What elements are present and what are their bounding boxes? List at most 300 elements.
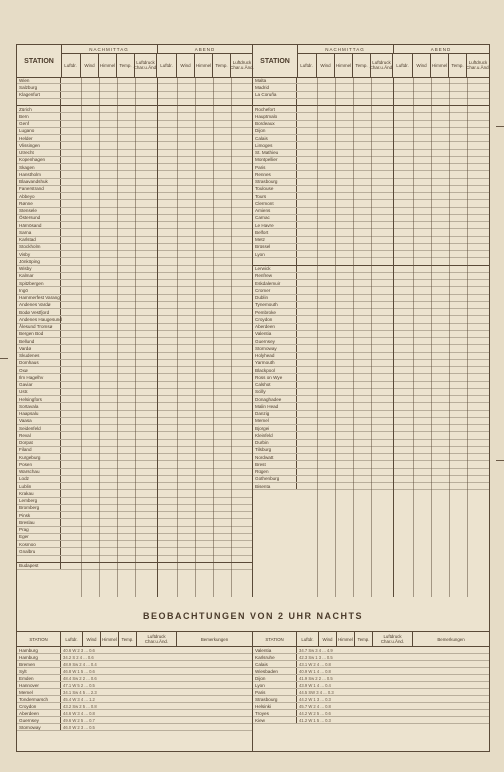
observation-values: 46.8 W 1 5 ... 0.6 xyxy=(63,668,95,674)
row-values xyxy=(297,237,489,243)
table-row xyxy=(253,447,489,454)
observation-grid xyxy=(17,45,489,597)
row-values xyxy=(297,704,331,709)
observation-values: 45.4 W 3 4 ... 1.2 xyxy=(63,696,95,702)
station-name: Malin Head xyxy=(253,403,297,409)
row-values xyxy=(297,251,489,257)
table-row xyxy=(17,273,252,280)
table-row xyxy=(253,469,489,476)
station-name: Nordwatt xyxy=(253,454,297,460)
col-luftdr: Luftdr. xyxy=(61,632,83,646)
observation-values: 47.1 W 5 2 ... 0.5 xyxy=(63,682,95,688)
row-values xyxy=(297,121,489,127)
station-name: Calais xyxy=(253,661,297,667)
punch-mark xyxy=(0,358,8,359)
col-temp-abend: Temp. xyxy=(213,53,231,77)
station-name: Bodø Vestfjord xyxy=(17,309,61,315)
col-temp: Temp. xyxy=(355,632,373,646)
station-name: Renfrew xyxy=(253,273,297,279)
row-values xyxy=(61,534,252,540)
row-values xyxy=(61,512,252,518)
row-values xyxy=(61,411,252,417)
table-row xyxy=(17,316,252,323)
night-left-header xyxy=(17,632,252,647)
row-values xyxy=(61,331,252,337)
station-name: Tondermarsch xyxy=(17,696,61,702)
station-name: Sarna xyxy=(17,229,61,235)
table-row xyxy=(17,135,252,142)
col-wind: Wind xyxy=(83,632,101,646)
table-row xyxy=(17,411,252,418)
left-table-header xyxy=(17,45,252,78)
row-values xyxy=(297,353,489,359)
row-values xyxy=(297,382,489,388)
punch-mark xyxy=(496,126,504,127)
night-table-row xyxy=(17,717,252,724)
night-table-row xyxy=(253,717,489,724)
observation-values: 34.2 S 2 4 ... 0.6 xyxy=(63,654,94,660)
row-values xyxy=(61,683,95,688)
row-values xyxy=(61,718,95,723)
station-name: Utrecht xyxy=(17,150,61,156)
night-table-row xyxy=(253,661,489,668)
observation-values: 43.1 W 2 4 ... 0.8 xyxy=(299,661,331,667)
station-name: Vardø xyxy=(17,345,61,351)
row-values xyxy=(297,92,489,98)
row-values xyxy=(61,563,252,569)
station-header: STATION xyxy=(253,45,298,77)
row-values xyxy=(61,309,252,315)
table-row xyxy=(17,476,252,483)
table-row xyxy=(253,396,489,403)
station-name: Eger xyxy=(17,534,61,540)
table-row xyxy=(253,92,489,99)
row-values xyxy=(297,295,489,301)
station-name: Helsingfors xyxy=(17,396,61,402)
row-values xyxy=(297,150,489,156)
station-name: Lyon xyxy=(253,682,297,688)
station-name: Skudenes xyxy=(17,353,61,359)
row-values xyxy=(61,157,252,163)
table-row xyxy=(253,331,489,338)
row-values xyxy=(297,179,489,185)
table-row xyxy=(17,222,252,229)
col-wind: Wind xyxy=(319,632,337,646)
station-name: Emden xyxy=(17,675,61,681)
night-left-table xyxy=(17,632,253,752)
station-name: Blackpool xyxy=(253,367,297,373)
row-values xyxy=(297,396,489,402)
row-values xyxy=(61,164,252,170)
night-right-rows xyxy=(253,647,489,724)
row-values xyxy=(61,447,252,453)
station-name: Kleinfeld xyxy=(253,432,297,438)
row-values xyxy=(61,266,252,272)
table-row xyxy=(253,121,489,128)
row-values xyxy=(61,128,252,134)
station-name: Calshot xyxy=(253,382,297,388)
table-row xyxy=(17,534,252,541)
row-values xyxy=(61,676,97,681)
row-values xyxy=(297,447,489,453)
col-wind: Wind xyxy=(81,53,99,77)
row-values xyxy=(61,461,252,467)
row-values xyxy=(297,99,489,105)
table-row xyxy=(253,229,489,236)
station-name: Limoges xyxy=(253,142,297,148)
station-name: Hannover xyxy=(17,682,61,688)
station-name: Rochefort xyxy=(253,106,297,112)
station-name: Bellund xyxy=(17,338,61,344)
night-table-row xyxy=(253,689,489,696)
weather-report-sheet xyxy=(16,44,490,752)
station-name: Tynemouth xyxy=(253,302,297,308)
table-row xyxy=(253,237,489,244)
table-row xyxy=(17,389,252,396)
row-values xyxy=(297,106,489,112)
row-values xyxy=(61,418,252,424)
row-values xyxy=(297,669,331,674)
table-row xyxy=(17,498,252,505)
row-values xyxy=(61,287,252,293)
table-row xyxy=(253,280,489,287)
station-name: Sortavala xyxy=(17,403,61,409)
night-table-row xyxy=(17,668,252,675)
table-row xyxy=(17,229,252,236)
table-row xyxy=(17,527,252,534)
station-name: Holyhead xyxy=(253,353,297,359)
table-row xyxy=(253,302,489,309)
night-table-row xyxy=(253,647,489,654)
station-name: Andenes Haugesund xyxy=(19,316,62,322)
station-name xyxy=(253,99,297,105)
table-row xyxy=(253,360,489,367)
night-left-rows xyxy=(17,647,252,731)
station-name: Lublin xyxy=(17,483,61,489)
row-values xyxy=(297,193,489,199)
station-name: Dijon xyxy=(253,675,297,681)
night-table-row xyxy=(253,654,489,661)
table-row xyxy=(253,411,489,418)
row-values xyxy=(297,711,331,716)
row-values xyxy=(61,200,252,206)
table-row xyxy=(17,469,252,476)
station-name: Vaasa xyxy=(17,418,61,424)
left-rows xyxy=(17,77,252,597)
col-himmel: Himmel xyxy=(101,632,119,646)
table-row xyxy=(17,302,252,309)
table-row xyxy=(17,84,252,91)
station-name: Clermont xyxy=(253,200,297,206)
row-values xyxy=(297,483,489,489)
station-name: Guernsey xyxy=(17,717,61,723)
observation-values: 48.4 Sw 2 2 ... 0.6 xyxy=(63,675,97,681)
row-values xyxy=(61,208,252,214)
table-row xyxy=(253,193,489,200)
station-name: Eskdalemuir xyxy=(253,280,297,286)
station-name: Fanerstrand xyxy=(17,186,61,192)
table-row xyxy=(253,324,489,331)
row-values xyxy=(297,157,489,163)
table-row xyxy=(17,237,252,244)
station-name: Ilm Hagelhv xyxy=(17,374,61,380)
row-values xyxy=(61,106,252,112)
table-row xyxy=(253,171,489,178)
row-values xyxy=(61,541,252,547)
station-name: Rennes xyxy=(253,171,297,177)
row-values xyxy=(61,215,252,221)
row-values xyxy=(61,316,252,322)
station-name: Kosmoo xyxy=(17,541,61,547)
row-values xyxy=(297,244,489,250)
station-name: Ustr. xyxy=(17,389,61,395)
table-row xyxy=(253,106,489,113)
row-values xyxy=(61,382,252,388)
station-name: Härnösand xyxy=(17,222,61,228)
table-row xyxy=(17,541,252,548)
col-luftdruck: Luftdruck Char.u.Änd. xyxy=(371,53,393,77)
night-table-row xyxy=(17,703,252,710)
table-row xyxy=(17,171,252,178)
table-row xyxy=(17,121,252,128)
station-name: Le Havre xyxy=(253,222,297,228)
table-row xyxy=(17,208,252,215)
row-values xyxy=(61,258,252,264)
station-name: Visby xyxy=(17,251,61,257)
station-name: Aberdeen xyxy=(253,324,297,330)
col-luftdr-abend: Luftdr. xyxy=(157,53,177,77)
row-values xyxy=(297,258,489,264)
night-table-row xyxy=(17,689,252,696)
row-values xyxy=(61,222,252,228)
station-name: Seidenfeld xyxy=(17,425,61,431)
right-rows xyxy=(253,77,489,597)
table-row xyxy=(253,295,489,302)
table-row xyxy=(17,266,252,273)
col-temp-abend: Temp. xyxy=(449,53,467,77)
night-right-table xyxy=(253,632,489,752)
station-name: Paris xyxy=(253,164,297,170)
row-values xyxy=(61,121,252,127)
station-name: Guernsey xyxy=(253,338,297,344)
observation-values: 41.2 W 1 5 ... 0.3 xyxy=(299,717,331,723)
station-name: Lugano xyxy=(17,128,61,134)
row-values xyxy=(297,186,489,192)
row-values xyxy=(297,266,489,272)
row-values xyxy=(61,704,97,709)
table-row xyxy=(17,374,252,381)
table-row xyxy=(253,157,489,164)
col-luftdruck: Luftdruck Char.u.Änd. xyxy=(137,632,177,646)
row-values xyxy=(61,324,252,330)
table-row xyxy=(253,186,489,193)
station-name: Tours xyxy=(253,193,297,199)
station-name: Östersund xyxy=(17,215,61,221)
night-table-row xyxy=(253,710,489,717)
punch-mark xyxy=(496,460,504,461)
table-row xyxy=(17,548,252,555)
row-values xyxy=(297,403,489,409)
col-bemerkungen: Bemerkungen xyxy=(437,636,465,642)
station-name: Blaavandshuk xyxy=(17,179,61,185)
station-name: Wiesbaden xyxy=(253,668,297,674)
row-values xyxy=(61,186,252,192)
table-row xyxy=(17,440,252,447)
table-row xyxy=(253,77,489,84)
table-row xyxy=(253,483,489,490)
table-row xyxy=(253,338,489,345)
row-values xyxy=(297,164,489,170)
table-row xyxy=(17,92,252,99)
table-row xyxy=(17,396,252,403)
row-values xyxy=(297,280,489,286)
station-name xyxy=(253,258,297,264)
night-table-row xyxy=(17,682,252,689)
station-name: Bjorgei xyxy=(253,425,297,431)
table-row xyxy=(253,418,489,425)
row-values xyxy=(61,142,252,148)
station-name: Pinsk xyxy=(17,512,61,518)
station-name: Carnac xyxy=(253,215,297,221)
table-row xyxy=(253,142,489,149)
station-name: Ross on Wye xyxy=(253,374,297,380)
table-row xyxy=(17,179,252,186)
col-station: STATION xyxy=(253,632,297,646)
observation-values: 44.5 SW 3 4 ... 0.3 xyxy=(299,689,334,695)
row-values xyxy=(61,367,252,373)
station-name: Reval xyxy=(17,432,61,438)
station-name: St. Mathieu xyxy=(253,150,297,156)
table-row xyxy=(17,331,252,338)
table-row xyxy=(253,461,489,468)
table-row xyxy=(253,84,489,91)
col-himmel-abend: Himmel xyxy=(431,53,449,77)
row-values xyxy=(297,655,333,660)
row-values xyxy=(297,273,489,279)
row-values xyxy=(61,92,252,98)
row-values xyxy=(61,338,252,344)
station-name: Pembroke xyxy=(253,309,297,315)
row-values xyxy=(61,77,252,83)
row-values xyxy=(297,171,489,177)
col-wind-abend: Wind xyxy=(177,53,195,77)
row-values xyxy=(61,432,252,438)
night-right-header xyxy=(253,632,489,647)
table-row xyxy=(17,215,252,222)
table-row xyxy=(253,389,489,396)
row-values xyxy=(297,229,489,235)
table-row xyxy=(17,403,252,410)
row-values xyxy=(297,338,489,344)
table-row xyxy=(17,512,252,519)
row-values xyxy=(297,135,489,141)
observation-values: 43.9 W 1 4 ... 0.4 xyxy=(299,682,331,688)
row-values xyxy=(61,648,95,653)
observation-values: 49.6 W 2 5 ... 0.7 xyxy=(63,717,95,723)
table-row xyxy=(17,345,252,352)
row-values xyxy=(61,113,252,119)
table-row xyxy=(17,128,252,135)
table-row xyxy=(17,164,252,171)
table-row xyxy=(253,367,489,374)
station-name: Aberdeen xyxy=(17,710,61,716)
station-name: Karlstad xyxy=(17,237,61,243)
observation-values: 43.2 Sw 2 5 ... 0.8 xyxy=(63,703,97,709)
col-himmel: Himmel xyxy=(335,53,353,77)
row-values xyxy=(297,324,489,330)
table-row xyxy=(17,280,252,287)
col-luftdr-abend: Luftdr. xyxy=(393,53,413,77)
station-name: Calais xyxy=(253,135,297,141)
station-name: Madrid xyxy=(253,84,297,90)
row-values xyxy=(61,711,95,716)
table-row xyxy=(17,382,252,389)
night-table-row xyxy=(253,675,489,682)
row-values xyxy=(297,418,489,424)
station-name: Krakau xyxy=(17,490,61,496)
station-name: Rønne xyxy=(17,200,61,206)
station-name: Skagen xyxy=(17,164,61,170)
table-row xyxy=(253,309,489,316)
table-row xyxy=(253,258,489,265)
station-name: Dublin xyxy=(253,295,297,301)
table-row xyxy=(17,483,252,490)
station-name: Valentia xyxy=(253,331,297,337)
col-luftdruck: Luftdruck Char.u.Änd. xyxy=(373,632,413,646)
table-row xyxy=(17,200,252,207)
col-temp: Temp. xyxy=(119,632,137,646)
station-name: Oxø xyxy=(17,367,61,373)
row-values xyxy=(61,469,252,475)
row-values xyxy=(297,113,489,119)
station-name: Yarmouth xyxy=(253,360,297,366)
table-row xyxy=(17,244,252,251)
station-name: Memel xyxy=(17,689,61,695)
station-name: Gaviar xyxy=(17,382,61,388)
table-row xyxy=(17,353,252,360)
station-name: Sylt xyxy=(17,668,61,674)
station-name xyxy=(17,556,61,562)
row-values xyxy=(297,411,489,417)
table-row xyxy=(253,476,489,483)
table-row xyxy=(253,251,489,258)
row-values xyxy=(61,345,252,351)
row-values xyxy=(297,697,331,702)
station-name: Posen xyxy=(17,461,61,467)
table-row xyxy=(17,186,252,193)
row-values xyxy=(297,84,489,90)
night-table-row xyxy=(17,654,252,661)
row-values xyxy=(61,556,252,562)
left-table xyxy=(17,45,253,597)
observation-values: 34.1 Sw 4 5 ... 2.3 xyxy=(63,689,97,695)
station-name: Andenes Vardø xyxy=(17,302,61,308)
row-values xyxy=(297,676,333,681)
row-values xyxy=(61,396,252,402)
night-observations-table xyxy=(17,631,489,752)
station-name: Bremen xyxy=(17,661,61,667)
row-values xyxy=(61,374,252,380)
station-name: Croydon xyxy=(17,703,61,709)
row-values xyxy=(297,662,331,667)
station-name: Kiew xyxy=(253,717,297,723)
col-temp: Temp. xyxy=(117,53,135,77)
station-name: Paris xyxy=(253,689,297,695)
right-table xyxy=(253,45,489,597)
table-row xyxy=(253,99,489,106)
station-name: Bordeaux xyxy=(253,121,297,127)
table-row xyxy=(253,150,489,157)
